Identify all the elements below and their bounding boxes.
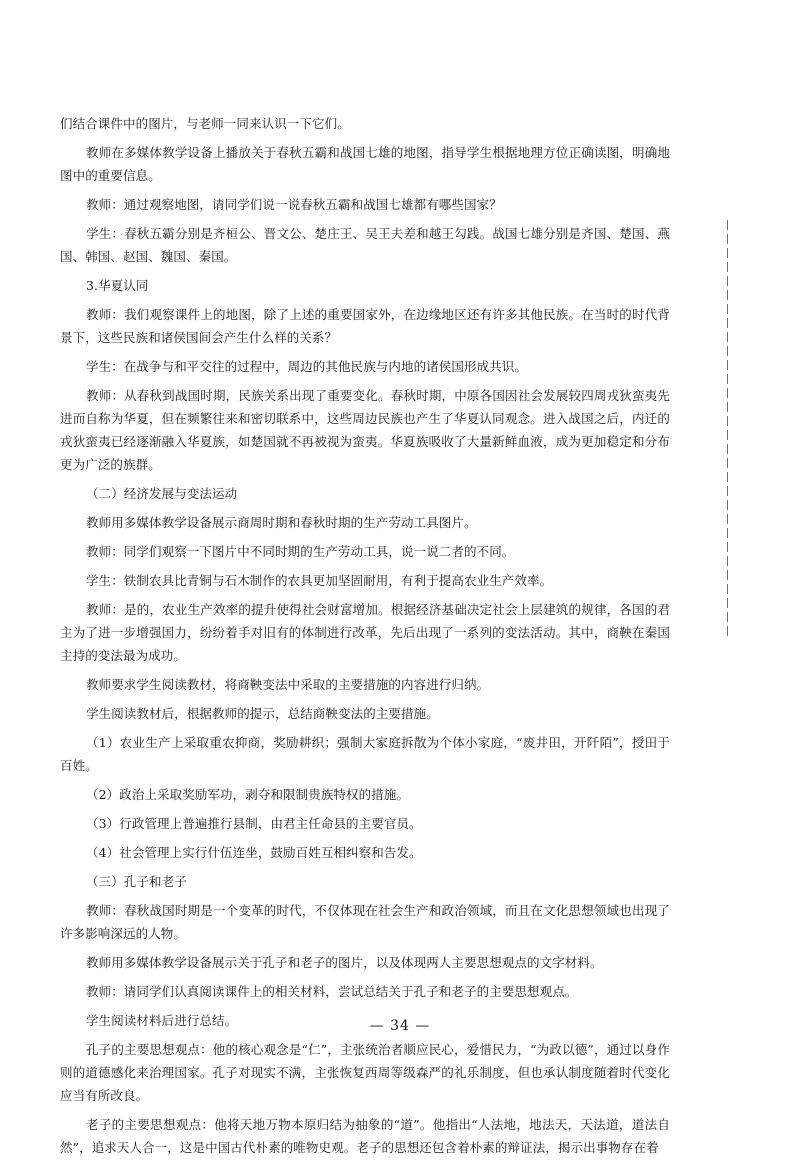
- paragraph: （三）孔子和老子: [86, 874, 187, 889]
- paragraph: 教师：从春秋到战国时期，民族关系出现了重要变化。春秋时期，中原各国因社会发展较四周戎狄蛮夷先进而自称为华夏，但在频繁往来和密切联系中，这些周边民族也产生了华夏认同观念。进入战国之后，内迁的戎狄蛮夷已经逐渐融入华夏族，如楚国就不再被视为蛮夷。华夏族吸收了大量新鲜血液，成为更加稳定和分布更为广泛的族群。: [60, 388, 670, 472]
- paragraph: 教师：是的，农业生产效率的提升使得社会财富增加。根据经济基础决定社会上层建筑的规律，各国的君主为了进一步增强国力，纷纷着手对旧有的体制进行改革，先后出现了一系列的变法活动。其中，商鞅在秦国主持的变法最为成功。: [60, 602, 670, 663]
- paragraph: 学生阅读材料后进行总结。: [86, 1013, 238, 1028]
- paragraph: 教师：春秋战国时期是一个变革的时代，不仅体现在社会生产和政治领域，而且在文化思想领域也出现了许多影响深远的人物。: [60, 903, 670, 941]
- paragraph: （二）经济发展与变法运动: [86, 486, 238, 501]
- paragraph: 老子的主要思想观点：他将天地万物本原归结为抽象的“道”。他指出“人法地，地法天，天法道，道法自然”，追求天人合一，这是中国古代朴素的唯物史观。老子的思想还包含着朴素的辩证法，揭示出事物存在着: [60, 1117, 670, 1155]
- paragraph: 教师：同学们观察一下图片中不同时期的生产劳动工具，说一说二者的不同。: [86, 544, 515, 559]
- binding-margin-line: [727, 220, 728, 640]
- paragraph: 教师在多媒体教学设备上播放关于春秋五霸和战国七雄的地图，指导学生根据地理方位正确读图，明确地图中的重要信息。: [60, 145, 670, 183]
- paragraph: 学生：春秋五霸分别是齐桓公、晋文公、楚庄王、吴王夫差和越王勾践。战国七雄分别是齐国、楚国、燕国、韩国、赵国、魏国、秦国。: [60, 226, 670, 264]
- paragraph: 孔子的主要思想观点：他的核心观念是“仁”，主张统治者顺应民心，爱惜民力，“为政以德”，通过以身作则的道德感化来治理国家。孔子对现实不满，主张恢复西周等级森严的礼乐制度，但也承认制度随着时代变化应当有所改良。: [60, 1042, 670, 1103]
- paragraph: （2）政治上采取奖励军功，剥夺和限制贵族特权的措施。: [86, 787, 410, 802]
- paragraph: 教师要求学生阅读教材，将商鞅变法中采取的主要措施的内容进行归纳。: [86, 677, 490, 692]
- document-body: [60, 112, 670, 1165]
- paragraph: 3.华夏认同: [86, 278, 149, 293]
- paragraph: （4）社会管理上实行什伍连坐，鼓励百姓互相纠察和告发。: [86, 845, 422, 860]
- paragraph: 学生：在战争与和平交往的过程中，周边的其他民族与内地的诸侯国形成共识。: [86, 359, 528, 374]
- paragraph: 教师：通过观察地图，请同学们说一说春秋五霸和战国七雄都有哪些国家？: [86, 197, 502, 212]
- paragraph: 教师用多媒体教学设备展示商周时期和春秋时期的生产劳动工具图片。: [86, 515, 477, 530]
- paragraph: 教师用多媒体教学设备展示关于孔子和老子的图片，以及体现两人主要思想观点的文字材料。: [86, 955, 603, 970]
- paragraph: 们结合课件中的图片，与老师一同来认识一下它们。: [60, 116, 350, 131]
- paragraph: （3）行政管理上普遍推行县制，由君主任命县的主要官员。: [86, 816, 422, 831]
- paragraph: 教师：请同学们认真阅读课件上的相关材料，尝试总结关于孔子和老子的主要思想观点。: [86, 984, 578, 999]
- page-number: — 34 —: [369, 1018, 431, 1034]
- paragraph: 学生阅读教材后，根据教师的提示，总结商鞅变法的主要措施。: [86, 706, 439, 721]
- paragraph: 学生：铁制农具比青铜与石木制作的农具更加坚固耐用，有利于提高农业生产效率。: [86, 573, 553, 588]
- paragraph: （1）农业生产上采取重农抑商，奖励耕织；强制大家庭拆散为个体小家庭，“废井田，开阡陌”，授田于百姓。: [60, 735, 670, 773]
- paragraph: 教师：我们观察课件上的地图，除了上述的重要国家外，在边缘地区还有许多其他民族。在当时的时代背景下，这些民族和诸侯国间会产生什么样的关系？: [60, 307, 670, 345]
